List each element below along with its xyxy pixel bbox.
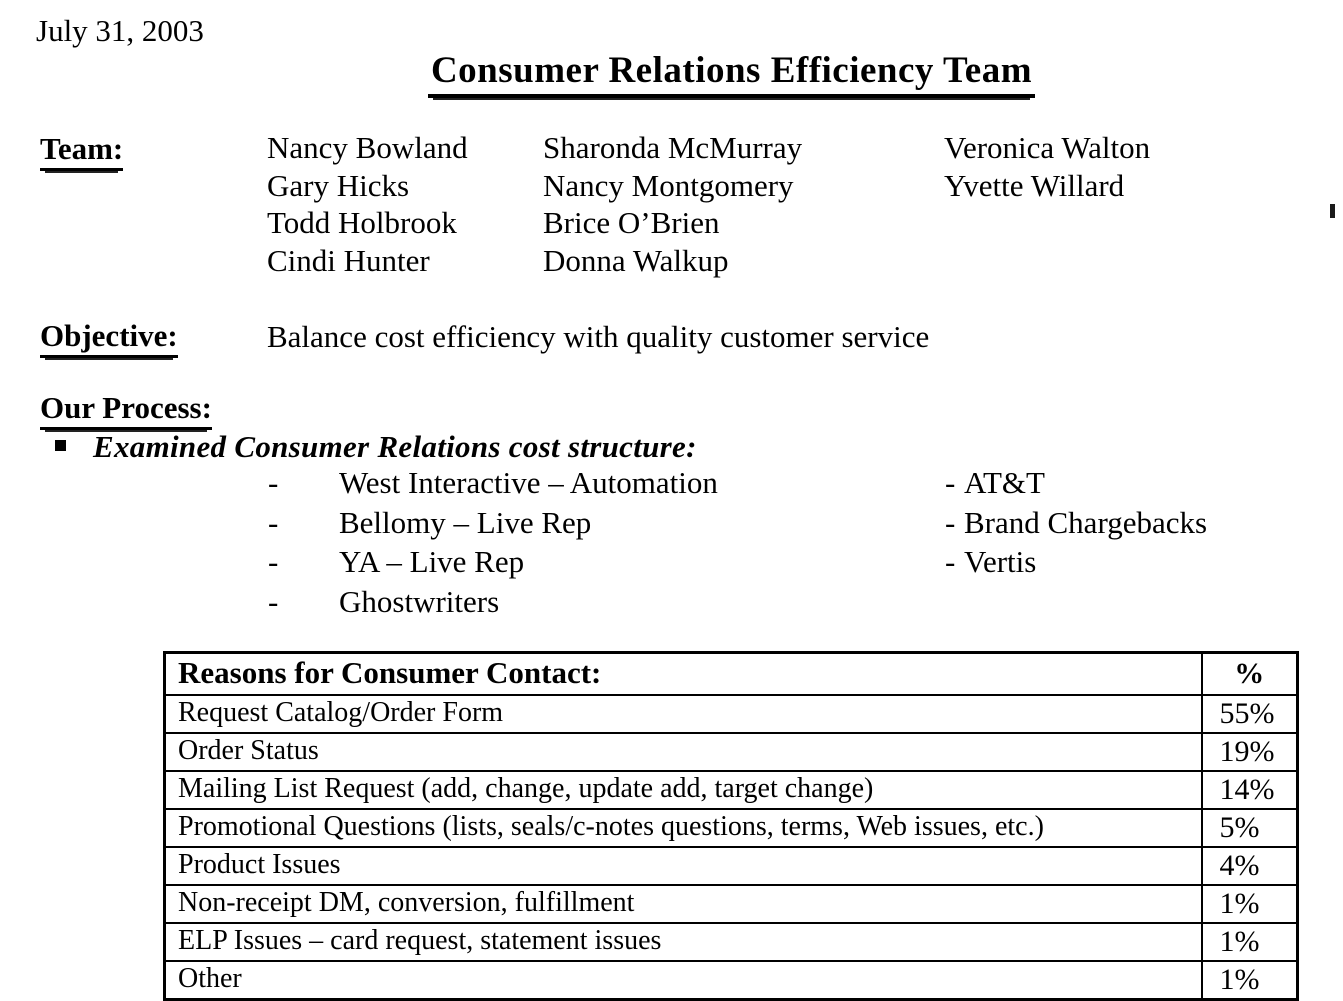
reason-cell: Request Catalog/Order Form: [165, 695, 1202, 733]
square-bullet-icon: [55, 440, 66, 451]
team-member: Yvette Willard: [944, 167, 1125, 203]
percent-cell: 4%: [1202, 847, 1298, 885]
team-column-2: [543, 129, 802, 279]
list-item-text: YA – Live Rep: [339, 544, 525, 579]
percent-cell: 1%: [1202, 961, 1298, 1000]
reason-cell: Mailing List Request (add, change, update add, target change): [165, 771, 1202, 809]
reason-cell: Order Status: [165, 733, 1202, 771]
cost-structure-list-left: [268, 463, 718, 621]
process-bullet-row: [55, 429, 697, 465]
team-member: Nancy Bowland: [267, 130, 468, 165]
team-column-3: [944, 129, 1150, 204]
table-row: [165, 923, 1298, 961]
table-row: [165, 771, 1298, 809]
list-item-text: Bellomy – Live Rep: [339, 504, 592, 540]
percent-cell: 1%: [1202, 885, 1298, 923]
list-item: [268, 582, 718, 622]
percent-column-header: %: [1202, 653, 1298, 696]
list-item: [268, 463, 718, 503]
list-item-text: Ghostwriters: [339, 583, 500, 619]
team-member: Nancy Montgomery: [543, 167, 794, 203]
process-bullet-text: Examined Consumer Relations cost structure:: [93, 429, 697, 464]
dash-marker: -: [945, 544, 956, 579]
table-row: [165, 695, 1298, 733]
team-member: Cindi Hunter: [267, 242, 430, 278]
team-label: Team:: [40, 131, 123, 171]
reason-cell: Product Issues: [165, 847, 1202, 885]
percent-cell: 55%: [1202, 695, 1298, 733]
team-member: Donna Walkup: [543, 242, 729, 278]
list-item-text: West Interactive – Automation: [339, 465, 718, 500]
cost-structure-list-right: [945, 463, 1207, 582]
percent-cell: 1%: [1202, 923, 1298, 961]
team-member: Gary Hicks: [267, 167, 410, 203]
our-process-label: Our Process:: [40, 390, 212, 430]
team-member: Veronica Walton: [944, 130, 1151, 165]
table-row: [165, 961, 1298, 1000]
percent-cell: 14%: [1202, 771, 1298, 809]
list-item: [945, 463, 1207, 503]
list-item: [268, 542, 718, 582]
dash-marker: -: [945, 465, 956, 500]
table-row: [165, 809, 1298, 847]
table-row: [165, 847, 1298, 885]
list-item-text: AT&T: [964, 465, 1045, 500]
dash-marker: -: [268, 465, 279, 500]
list-item: [945, 503, 1207, 543]
page-title: Consumer Relations Efficiency Team: [428, 49, 1035, 98]
reason-cell: Non-receipt DM, conversion, fulfillment: [165, 885, 1202, 923]
list-item: [945, 542, 1207, 582]
objective-text: Balance cost efficiency with quality customer service: [267, 319, 930, 354]
dash-marker: -: [268, 583, 279, 619]
dash-marker: -: [945, 504, 956, 540]
list-item: [268, 503, 718, 543]
table-row: [165, 885, 1298, 923]
percent-cell: 5%: [1202, 809, 1298, 847]
table-row: [165, 733, 1298, 771]
team-column-1: [267, 129, 468, 279]
title-row: [120, 49, 1343, 98]
document-date: July 31, 2003: [36, 13, 204, 48]
reason-cell: Other: [165, 961, 1202, 1000]
team-member: Sharonda McMurray: [543, 130, 803, 165]
list-item-text: Brand Chargebacks: [964, 504, 1208, 540]
reasons-column-header: Reasons for Consumer Contact:: [165, 653, 1202, 696]
objective-label: Objective:: [40, 318, 178, 358]
dash-marker: -: [268, 544, 279, 579]
reason-cell: Promotional Questions (lists, seals/c-notes questions, terms, Web issues, etc.): [165, 809, 1202, 847]
consumer-contact-table: [163, 651, 1299, 1001]
team-member: Todd Holbrook: [267, 205, 457, 240]
reason-cell: ELP Issues – card request, statement issues: [165, 923, 1202, 961]
dash-marker: -: [268, 504, 279, 540]
scan-artifact-mark: [1330, 204, 1335, 218]
percent-cell: 19%: [1202, 733, 1298, 771]
team-member: Brice O’Brien: [543, 205, 720, 240]
list-item-text: Vertis: [964, 544, 1037, 579]
table-header-row: [165, 653, 1298, 696]
